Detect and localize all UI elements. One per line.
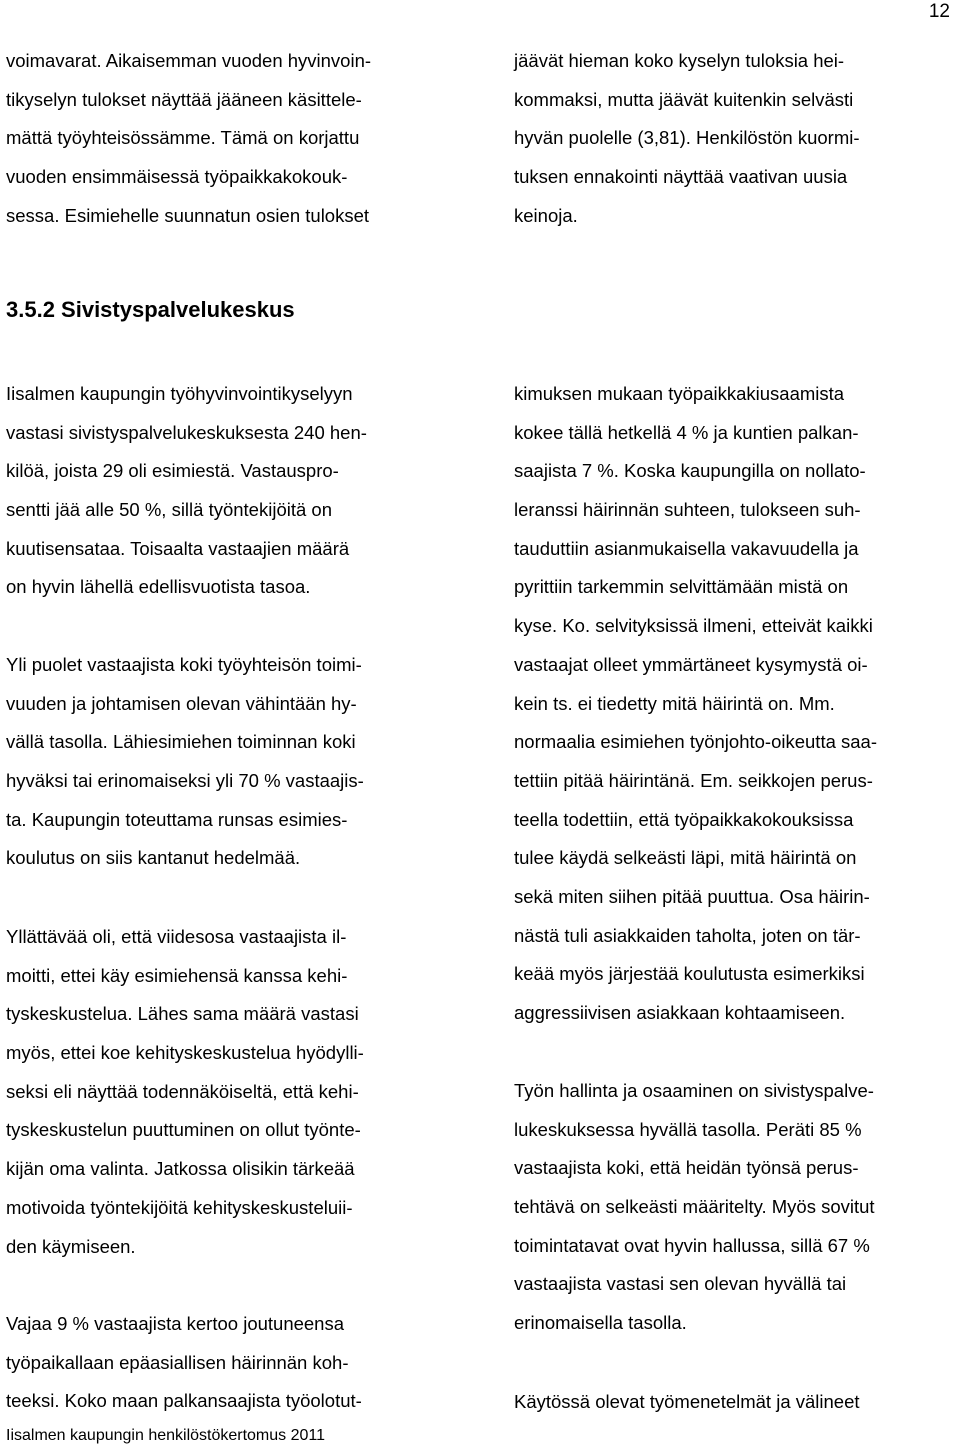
text-line: vastasi sivistyspalvelukeskuksesta 240 hen-	[6, 421, 367, 443]
left-paragraph-3	[6, 918, 446, 1266]
text-line: vastaajista koki, että heidän työnsä perus-	[514, 1157, 859, 1179]
right-paragraph-3	[514, 1383, 954, 1422]
text-line: koulutus on siis kantanut hedelmää.	[6, 847, 301, 869]
right-paragraph-2	[514, 1072, 954, 1343]
text-line: seksi eli näyttää todennäköiseltä, että kehi-	[6, 1080, 359, 1102]
text-line: vastaajat olleet ymmärtäneet kysymystä oi-	[514, 653, 868, 675]
text-line: erinomaisella tasolla.	[514, 1312, 687, 1334]
text-line: moitti, ettei käy esimiehensä kanssa kehi-	[6, 964, 348, 986]
text-line: jäävät hieman koko kyselyn tuloksia hei-	[514, 50, 845, 71]
text-line: kilöä, joista 29 oli esimiestä. Vastauspro-	[6, 460, 339, 482]
text-line: motivoida työntekijöitä kehityskeskusteluii-	[6, 1196, 353, 1218]
text-line: tuksen ennakointi näyttää vaativan uusia	[514, 166, 848, 188]
left-top-paragraph	[6, 42, 446, 235]
text-line: keinoja.	[514, 204, 578, 226]
text-line: kokee tällä hetkellä 4 % ja kuntien palkan-	[514, 421, 859, 443]
text-line: tulee käydä selkeästi läpi, mitä häirintä on	[514, 847, 857, 869]
text-line: vällä tasolla. Lähiesimiehen toiminnan koki	[6, 731, 356, 753]
text-line: normaalia esimiehen työnjohto-oikeutta saa-	[514, 731, 878, 753]
text-line: sentti jää alle 50 %, sillä työntekijöitä on	[6, 499, 332, 521]
text-line: kommaksi, mutta jäävät kuitenkin selvästi	[514, 88, 854, 110]
text-line: leranssi häirinnän suhteen, tulokseen suh-	[514, 499, 861, 521]
text-line: Yli puolet vastaajista koki työyhteisön toimi-	[6, 654, 362, 675]
text-line: sekä miten siihen pitää puuttua. Osa häirin-	[514, 885, 870, 907]
text-line: Iisalmen kaupungin työhyvinvointikyselyyn	[6, 383, 353, 404]
text-line: keää myös järjestää koulutusta esimerkiksi	[514, 963, 865, 985]
right-top-paragraph	[514, 42, 954, 235]
right-column	[514, 42, 954, 1422]
text-line: tikyselyn tulokset näyttää jääneen käsittele-	[6, 88, 362, 110]
text-line: pyrittiin tarkemmin selvittämään mistä on	[514, 576, 849, 598]
text-line: kyse. Ko. selvityksissä ilmeni, etteivät kaikki	[514, 615, 873, 637]
text-line: vastaajista vastasi sen olevan hyvällä tai	[514, 1273, 847, 1295]
text-line: sessa. Esimiehelle suunnatun osien tulokset	[6, 204, 370, 226]
page-number: 12	[928, 1, 950, 22]
text-line: ta. Kaupungin toteuttama runsas esimies-	[6, 808, 348, 830]
text-line: toimintatavat ovat hyvin hallussa, sillä 67 %	[514, 1234, 870, 1256]
text-line: vuoden ensimmäisessä työpaikkakokouk-	[6, 166, 348, 188]
text-line: kein ts. ei tiedetty mitä häirintä on. Mm.	[514, 692, 835, 714]
text-line: teella todettiin, että työpaikkakokouksissa	[514, 808, 854, 830]
section-heading: 3.5.2 Sivistyspalvelukeskus	[6, 297, 295, 322]
text-line: nästä tuli asiakkaiden taholta, joten on tär-	[514, 924, 861, 946]
text-line: vuuden ja johtamisen olevan vähintään hy-	[6, 692, 357, 714]
page-footer: Iisalmen kaupungin henkilöstökertomus 2011	[6, 1427, 326, 1444]
text-line: saajista 7 %. Koska kaupungilla on nollato-	[514, 460, 866, 482]
text-line: tehtävä on selkeästi määritelty. Myös sovitut	[514, 1196, 875, 1218]
left-paragraph-4	[6, 1305, 446, 1421]
text-line: myös, ettei koe kehityskeskustelua hyödylli-	[6, 1042, 364, 1064]
text-line: Työn hallinta ja osaaminen on sivistyspalve-	[514, 1080, 874, 1101]
text-line: kuutisensataa. Toisaalta vastaajien määrä	[6, 537, 350, 559]
right-paragraph-1	[514, 375, 954, 1033]
text-line: Käytössä olevat työmenetelmät ja välineet	[514, 1391, 860, 1412]
text-line: teeksi. Koko maan palkansaajista työolotut-	[6, 1390, 362, 1412]
text-line: tyskeskustelun puuttuminen on ollut työnte-	[6, 1119, 361, 1141]
text-line: on hyvin lähellä edellisvuotista tasoa.	[6, 576, 311, 598]
text-line: kijän oma valinta. Jatkossa olisikin tärkeää	[6, 1158, 355, 1180]
text-line: lukeskuksessa hyvällä tasolla. Peräti 85 %	[514, 1118, 862, 1140]
left-column	[6, 42, 446, 1422]
text-line: tettiin pitää häirintänä. Em. seikkojen perus-	[514, 769, 873, 791]
text-line: hyväksi tai erinomaiseksi yli 70 % vastaajis-	[6, 770, 364, 792]
text-line: tyskeskustelua. Lähes sama määrä vastasi	[6, 1003, 359, 1025]
text-line: voimavarat. Aikaisemman vuoden hyvinvoin-	[6, 50, 372, 71]
text-line: den käymiseen.	[6, 1235, 136, 1257]
left-paragraph-1	[6, 375, 446, 607]
text-line: Yllättävää oli, että viidesosa vastaajista il-	[6, 926, 347, 947]
text-line: hyvän puolelle (3,81). Henkilöstön kuormi-	[514, 127, 860, 149]
text-line: työpaikallaan epäasiallisen häirinnän koh-	[6, 1351, 349, 1373]
text-line: Vajaa 9 % vastaajista kertoo joutuneensa	[6, 1313, 345, 1334]
left-paragraph-2	[6, 646, 446, 878]
text-line: mättä työyhteisössämme. Tämä on korjattu	[6, 127, 360, 149]
text-line: kimuksen mukaan työpaikkakiusaamista	[514, 383, 845, 404]
text-line: aggressiivisen asiakkaan kohtaamiseen.	[514, 1002, 846, 1023]
text-line: tauduttiin asianmukaisella vakavuudella ja	[514, 537, 859, 559]
